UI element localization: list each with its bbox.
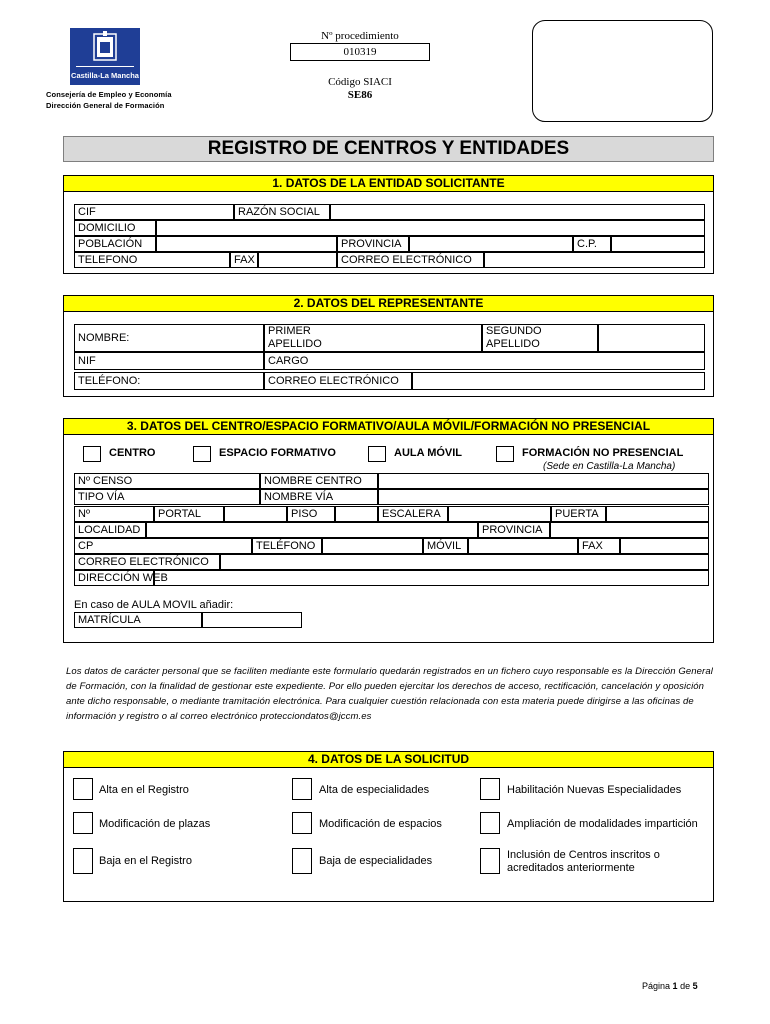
department-name: Consejería de Empleo y Economía [46,90,172,99]
segundo-apellido-label [482,324,598,352]
inclusion-label-1: Inclusión de Centros inscritos o [507,849,660,861]
movil-label: MÓVIL [423,538,468,554]
fax-label: FAX [230,252,258,268]
cp-centro-field[interactable]: CP [74,538,252,554]
baja-especialidades-label: Baja de especialidades [319,855,433,867]
web-input[interactable] [154,570,709,586]
portal-input[interactable] [224,506,287,522]
castilla-la-mancha-logo [70,28,140,85]
telefono-centro-input[interactable] [322,538,423,554]
alta-registro-label: Alta en el Registro [99,784,189,796]
baja-registro-label: Baja en el Registro [99,855,192,867]
aula-movil-label: AULA MÓVIL [394,447,463,459]
piso-input[interactable] [335,506,378,522]
provincia-input[interactable] [409,236,573,252]
ampliacion-label: Ampliación de modalidades impartición [507,818,698,830]
sede-note: (Sede en Castilla-La Mancha) [543,461,676,472]
primer-apellido-label-2: APELLIDO [268,338,322,350]
primer-apellido-label-1: PRIMER [268,325,311,337]
page-total: 5 [692,981,698,991]
privacy-notice: Los datos de carácter personal que se faciliten mediante este formulario quedarán registrados en un fichero cuyo responsable es la Dirección General de Formación, con la finalidad de gestionar este expediente. Por ello pueden ejercitar los derechos de acceso, rectificación, cancelación y oposición ante dicho responsable, o mediante tramitación electrónica. Para cualquier cuestión relacionada con esta materia puede dirigirse a las oficinas de información y registro o al correo electrónico protecciondatos@jccm.es [66,666,713,722]
correo-label: CORREO ELECTRÓNICO [337,252,484,268]
espacio-formativo-label: ESPACIO FORMATIVO [219,447,336,459]
alta-especialidades-checkbox[interactable] [292,778,312,800]
primer-apellido-field[interactable] [264,324,482,352]
nombre-via-input[interactable] [378,489,709,505]
cp-label: C.P. [573,236,611,252]
domicilio-input[interactable] [156,220,705,236]
siaci-label: Código SIACI [328,76,392,88]
procedure-label: Nº procedimiento [321,30,399,42]
logo-text: Castilla-La Mancha [71,71,139,80]
telefono-field[interactable]: TELEFONO [74,252,230,268]
habilitacion-label: Habilitación Nuevas Especialidades [507,784,682,796]
provincia-centro-label: PROVINCIA [478,522,550,538]
fax-centro-input[interactable] [620,538,709,554]
page-current: 1 [672,981,678,991]
correo-centro-input[interactable] [220,554,709,570]
formacion-no-presencial-checkbox[interactable] [496,446,514,462]
puerta-input[interactable] [606,506,709,522]
section-heading: 1. DATOS DE LA ENTIDAD SOLICITANTE [64,176,713,192]
poblacion-label: POBLACIÓN [74,236,156,252]
nombre-via-label: NOMBRE VÍA [260,489,378,505]
inclusion-label-2: acreditados anteriormente [507,862,635,874]
section-heading: 3. DATOS DEL CENTRO/ESPACIO FORMATIVO/AULA MÓVIL/FORMACIÓN NO PRESENCIAL [64,419,713,435]
fax-centro-label: FAX [578,538,620,554]
fax-input[interactable] [258,252,337,268]
section-heading: 2. DATOS DEL REPRESENTANTE [64,296,713,312]
section-heading: 4. DATOS DE LA SOLICITUD [64,752,713,768]
mod-plazas-checkbox[interactable] [73,812,93,834]
page-word: Página [642,981,671,991]
cargo-field[interactable]: CARGO [264,352,705,370]
correo-rep-label: CORREO ELECTRÓNICO [264,372,412,390]
ampliacion-checkbox[interactable] [480,812,500,834]
portal-label: PORTAL [154,506,224,522]
nif-field[interactable]: NIF [74,352,264,370]
alta-especialidades-label: Alta de especialidades [319,784,430,796]
procedure-number: 010319 [290,43,430,61]
centro-label: CENTRO [109,447,156,459]
page-number [642,981,698,991]
nombre-centro-label: NOMBRE CENTRO [260,473,378,489]
mod-espacios-checkbox[interactable] [292,812,312,834]
page-title: REGISTRO DE CENTROS Y ENTIDADES [63,136,714,162]
siaci-code: SE86 [347,89,373,101]
registry-stamp-box [532,20,713,122]
mod-espacios-label: Modificación de espacios [319,818,442,830]
localidad-input[interactable] [146,522,478,538]
mod-plazas-label: Modificación de plazas [99,818,211,830]
baja-especialidades-checkbox[interactable] [292,848,312,874]
correo-centro-label: CORREO ELECTRÓNICO [74,554,220,570]
escalera-label: ESCALERA [378,506,448,522]
formacion-no-presencial-label: FORMACIÓN NO PRESENCIAL [522,447,684,459]
censo-field[interactable]: Nº CENSO [74,473,260,489]
poblacion-input[interactable] [156,236,337,252]
habilitacion-checkbox[interactable] [480,778,500,800]
matricula-label: MATRÍCULA [74,612,202,628]
correo-rep-input[interactable] [412,372,705,390]
piso-label: PISO [287,506,335,522]
tipo-via-field[interactable]: TIPO VÍA [74,489,260,505]
espacio-formativo-checkbox[interactable] [193,446,211,462]
escalera-input[interactable] [448,506,551,522]
nombre-centro-input[interactable] [378,473,709,489]
segundo-apellido-label-1: SEGUNDO [486,325,542,337]
aula-movil-note: En caso de AULA MOVIL añadir: [74,599,234,611]
cif-field[interactable]: CIF [74,204,234,220]
nombre-field[interactable]: NOMBRE: [74,324,264,352]
matricula-input[interactable] [202,612,302,628]
cp-input[interactable] [611,236,705,252]
numero-field[interactable]: Nº [74,506,154,522]
centro-checkbox[interactable] [83,446,101,462]
correo-input[interactable] [484,252,705,268]
movil-input[interactable] [468,538,578,554]
razon-social-input[interactable] [330,204,705,220]
inclusion-checkbox[interactable] [480,848,500,874]
telefono-rep-field[interactable]: TELÉFONO: [74,372,264,390]
provincia-label: PROVINCIA [337,236,409,252]
alta-registro-checkbox[interactable] [73,778,93,800]
segundo-apellido-input[interactable] [598,324,705,352]
web-label: DIRECCIÓN WEB [74,570,154,586]
segundo-apellido-label-2: APELLIDO [486,338,540,350]
baja-registro-checkbox[interactable] [73,848,93,874]
domicilio-label: DOMICILIO [74,220,156,236]
directorate-name: Dirección General de Formación [46,101,165,110]
localidad-label: LOCALIDAD [74,522,146,538]
provincia-centro-input[interactable] [550,522,709,538]
aula-movil-checkbox[interactable] [368,446,386,462]
razon-social-label: RAZÓN SOCIAL [234,204,330,220]
page-of: de [680,981,691,991]
telefono-centro-label: TELÉFONO [252,538,322,554]
puerta-label: PUERTA [551,506,606,522]
